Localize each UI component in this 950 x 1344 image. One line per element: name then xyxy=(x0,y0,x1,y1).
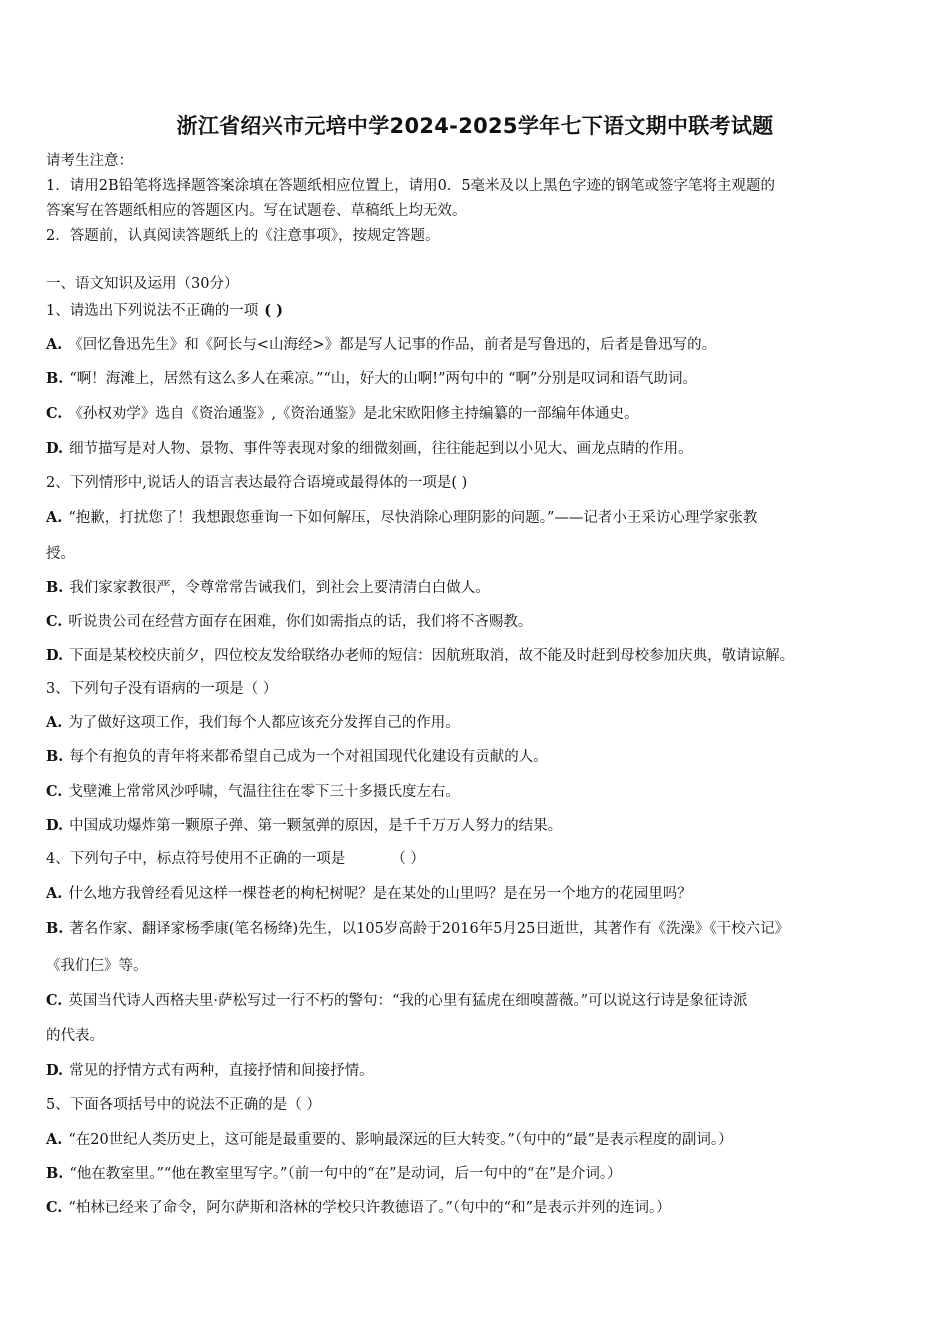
option-text: 每个有抱负的青年将来都希望自己成为一个对祖国现代化建设有贡献的人。 xyxy=(69,749,548,765)
notice-line-2: 答案写在答题纸相应的答题区内。写在试题卷、草稿纸上均无效。 xyxy=(46,203,467,219)
option-label: C. xyxy=(46,405,63,422)
option-label: A. xyxy=(46,509,63,526)
q5-option-a xyxy=(46,1130,733,1150)
option-text: 我们家家教很严，令尊常常告诫我们，到社会上要清清白白做人。 xyxy=(69,580,490,596)
q4-option-c xyxy=(46,991,748,1011)
question-4-stem xyxy=(46,849,425,869)
option-text: 为了做好这项工作，我们每个人都应该充分发挥自己的作用。 xyxy=(68,715,460,731)
option-text: 中国成功爆炸第一颗原子弹、第一颗氢弹的原因，是千千万万人努力的结果。 xyxy=(69,818,563,834)
option-text: “抱歉，打扰您了！我想跟您垂询一下如何解压，尽快消除心理阴影的问题。”——记者小王采访心理学家张教 xyxy=(68,510,758,526)
question-2-stem: 2、下列情形中,说话人的语言表达最符合语境或最得体的一项是( ) xyxy=(46,475,468,491)
q3-option-b xyxy=(46,747,548,767)
q2-option-a xyxy=(46,508,757,528)
q1-option-d xyxy=(46,439,693,459)
option-label: B. xyxy=(46,579,64,596)
question-1-text: 1、请选出下列说法不正确的一项 xyxy=(46,303,259,319)
question-3-stem: 3、下列句子没有语病的一项是（ ） xyxy=(46,681,278,697)
q4-option-b xyxy=(46,919,789,939)
q5-option-b xyxy=(46,1164,622,1184)
option-text: 细节描写是对人物、景物、事件等表现对象的细微刻画，往往能起到以小见大、画龙点睛的作用。 xyxy=(69,441,693,457)
q4-option-d xyxy=(46,1061,374,1081)
option-text: 什么地方我曾经看见这样一棵苍老的枸杞树呢？是在某处的山里吗？是在另一个地方的花园里吗？ xyxy=(68,886,692,902)
option-label: B. xyxy=(46,370,64,387)
notice-line-3: 2．答题前，认真阅读答题纸上的《注意事项》，按规定答题。 xyxy=(46,228,440,244)
option-label: C. xyxy=(46,1199,63,1216)
q3-option-a xyxy=(46,713,460,733)
answer-paren: ( ) xyxy=(264,302,284,319)
notice-line-1: 1．请用2B铅笔将选择题答案涂填在答题纸相应位置上，请用0．5毫米及以上黑色字迹的钢笔或签字笔将主观题的 xyxy=(46,178,776,194)
option-label: D. xyxy=(46,647,64,664)
option-text: 英国当代诗人西格夫里·萨松写过一行不朽的警句：“我的心里有猛虎在细嗅蔷薇。”可以说这行诗是象征诗派 xyxy=(68,993,748,1009)
q2-option-b xyxy=(46,578,490,598)
question-5-stem: 5、下面各项括号中的说法不正确的是（ ） xyxy=(46,1097,321,1113)
section-heading: 一、语文知识及运用（30分） xyxy=(46,276,239,292)
q2-option-d xyxy=(46,646,794,666)
option-label: D. xyxy=(46,440,64,457)
notice-heading: 请考生注意： xyxy=(46,153,133,169)
option-text: 常见的抒情方式有两种，直接抒情和间接抒情。 xyxy=(69,1063,374,1079)
q4-option-c-cont: 的代表。 xyxy=(46,1028,104,1044)
option-label: A. xyxy=(46,885,63,902)
option-text: 下面是某校校庆前夕，四位校友发给联络办老师的短信：因航班取消，故不能及时赶到母校参加庆典，敬请谅解。 xyxy=(69,648,795,664)
option-text: “柏林已经来了命令，阿尔萨斯和洛林的学校只许教德语了。”（句中的“和”是表示并列的连词。） xyxy=(68,1200,671,1216)
option-text: 《孙权劝学》选自《资治通鉴》,《资治通鉴》是北宋欧阳修主持编纂的一部编年体通史。 xyxy=(68,406,639,422)
option-label: B. xyxy=(46,748,64,765)
q3-option-d xyxy=(46,816,562,836)
option-label: C. xyxy=(46,783,63,800)
option-text: 听说贵公司在经营方面存在困难，你们如需指点的话，我们将不吝赐教。 xyxy=(68,614,533,630)
q4-option-b-cont: 《我们仨》等。 xyxy=(46,958,148,974)
option-label: A. xyxy=(46,336,63,353)
question-1-stem xyxy=(46,301,283,321)
option-text: 《回忆鲁迅先生》和《阿长与<山海经>》都是写人记事的作品，前者是写鲁迅的，后者是鲁迅写的。 xyxy=(68,337,717,353)
q4-option-a xyxy=(46,884,692,904)
answer-paren: （ ） xyxy=(391,851,425,867)
option-text: “他在教室里。”“他在教室里写字。”（前一句中的“在”是动词，后一句中的“在”是介词。） xyxy=(69,1166,622,1182)
q2-option-a-cont: 授。 xyxy=(46,546,75,562)
option-label: C. xyxy=(46,992,63,1009)
option-text: “啊！海滩上，居然有这么多人在乘凉。”“山，好大的山啊!”两句中的 “啊”分别是叹词和语气助词。 xyxy=(69,371,697,387)
option-label: B. xyxy=(46,1165,64,1182)
option-label: D. xyxy=(46,817,64,834)
option-label: A. xyxy=(46,714,63,731)
option-label: A. xyxy=(46,1131,63,1148)
option-text: 著名作家、翻译家杨季康(笔名杨绛)先生，以105岁高龄于2016年5月25日逝世，其著作有《洗澡》《干校六记》 xyxy=(69,921,790,937)
option-label: C. xyxy=(46,613,63,630)
q1-option-b xyxy=(46,369,697,389)
option-text: “在20世纪人类历史上，这可能是最重要的、影响最深远的巨大转变。”（句中的“最”是表示程度的副词。） xyxy=(68,1132,733,1148)
q3-option-c xyxy=(46,782,460,802)
question-4-text: 4、下列句子中，标点符号使用不正确的一项是 xyxy=(46,851,346,867)
q1-option-c xyxy=(46,404,638,424)
q5-option-c xyxy=(46,1198,671,1218)
q2-option-c xyxy=(46,612,532,632)
q1-option-a xyxy=(46,335,716,355)
option-text: 戈壁滩上常常风沙呼啸，气温往往在零下三十多摄氏度左右。 xyxy=(68,784,460,800)
option-label: D. xyxy=(46,1062,64,1079)
option-label: B. xyxy=(46,920,64,937)
page-title: 浙江省绍兴市元培中学2024-2025学年七下语文期中联考试题 xyxy=(176,114,774,138)
